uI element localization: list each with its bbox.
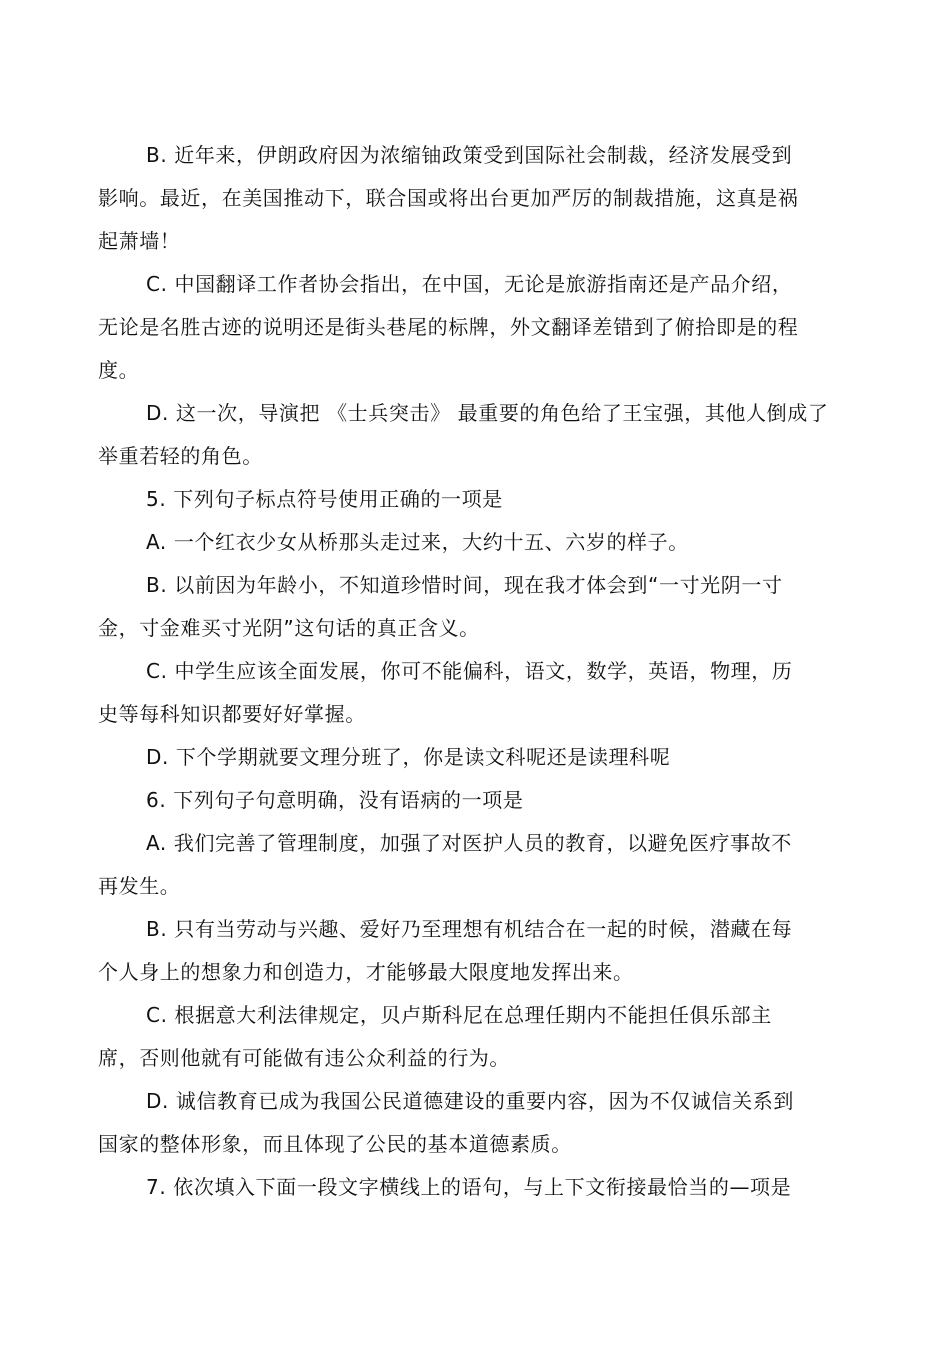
question-text: 6. 下列句子句意明确，没有语病的一项是 bbox=[146, 788, 524, 812]
text-line: 无论是名胜古迹的说明还是街头巷尾的标牌，外文翻译差错到了俯拾即是的程 bbox=[98, 315, 799, 339]
paragraph-option-d-q5 bbox=[98, 736, 830, 779]
text-line: 金，寸金难买寸光阴”这句话的真正含义。 bbox=[98, 616, 480, 640]
text-line: 国家的整体形象，而且体现了公民的基本道德素质。 bbox=[98, 1132, 572, 1156]
text-line: D. 诚信教育已成为我国公民道德建设的重要内容，因为不仅诚信关系到 bbox=[146, 1089, 794, 1113]
text-line: D. 下个学期就要文理分班了，你是读文科呢还是读理科呢 bbox=[146, 745, 671, 769]
paragraph-option-d-q6 bbox=[98, 1080, 830, 1166]
text-line: B. 近年来，伊朗政府因为浓缩铀政策受到国际社会制裁，经济发展受到 bbox=[146, 143, 793, 167]
text-line: 起萧墙！ bbox=[98, 229, 181, 253]
question-7 bbox=[98, 1166, 830, 1209]
text-line: C. 中学生应该全面发展，你可不能偏科，语文，数学，英语，物理，历 bbox=[146, 659, 793, 683]
text-line: 度。 bbox=[98, 358, 140, 382]
text-line: D. 这一次，导演把 《士兵突击》 最重要的角色给了王宝强，其他人倒成了 bbox=[146, 401, 829, 425]
text-line: B. 只有当劳动与兴趣、爱好乃至理想有机结合在一起的时候，潜藏在每 bbox=[146, 917, 793, 941]
paragraph-option-a-q5 bbox=[98, 521, 830, 564]
question-text: 5. 下列句子标点符号使用正确的一项是 bbox=[146, 487, 503, 511]
question-text: 7. 依次填入下面一段文字横线上的语句，与上下文衔接最恰当的—项是 bbox=[146, 1175, 792, 1199]
text-line: 席，否则他就有可能做有违公众利益的行为。 bbox=[98, 1046, 510, 1070]
text-line: A. 一个红衣少女从桥那头走过来，大约十五、六岁的样子。 bbox=[146, 530, 689, 554]
question-5 bbox=[98, 478, 830, 521]
text-line: 史等每科知识都要好好掌握。 bbox=[98, 702, 366, 726]
text-line: C. 中国翻译工作者协会指出，在中国，无论是旅游指南还是产品介绍， bbox=[146, 272, 793, 296]
paragraph-option-c-q4 bbox=[98, 263, 830, 392]
document-page bbox=[98, 134, 830, 1209]
paragraph-option-a-q6 bbox=[98, 822, 830, 908]
text-line: 举重若轻的角色。 bbox=[98, 444, 263, 468]
paragraph-option-d-q4 bbox=[98, 392, 830, 478]
text-line: C. 根据意大利法律规定，贝卢斯科尼在总理任期内不能担任俱乐部主 bbox=[146, 1003, 772, 1027]
text-line: 个人身上的想象力和创造力，才能够最大限度地发挥出来。 bbox=[98, 960, 634, 984]
paragraph-option-b-q6 bbox=[98, 908, 830, 994]
text-line: A. 我们完善了管理制度，加强了对医护人员的教育，以避免医疗事故不 bbox=[146, 831, 792, 855]
paragraph-option-c-q6 bbox=[98, 994, 830, 1080]
paragraph-option-b-q5 bbox=[98, 564, 830, 650]
paragraph-option-c-q5 bbox=[98, 650, 830, 736]
question-6 bbox=[98, 779, 830, 822]
paragraph-option-b-q4 bbox=[98, 134, 830, 263]
text-line: B. 以前因为年龄小，不知道珍惜时间，现在我才体会到“一寸光阴一寸 bbox=[146, 573, 783, 597]
text-line: 再发生。 bbox=[98, 874, 181, 898]
text-line: 影响。最近，在美国推动下，联合国或将出台更加严厉的制裁措施，这真是祸 bbox=[98, 186, 799, 210]
